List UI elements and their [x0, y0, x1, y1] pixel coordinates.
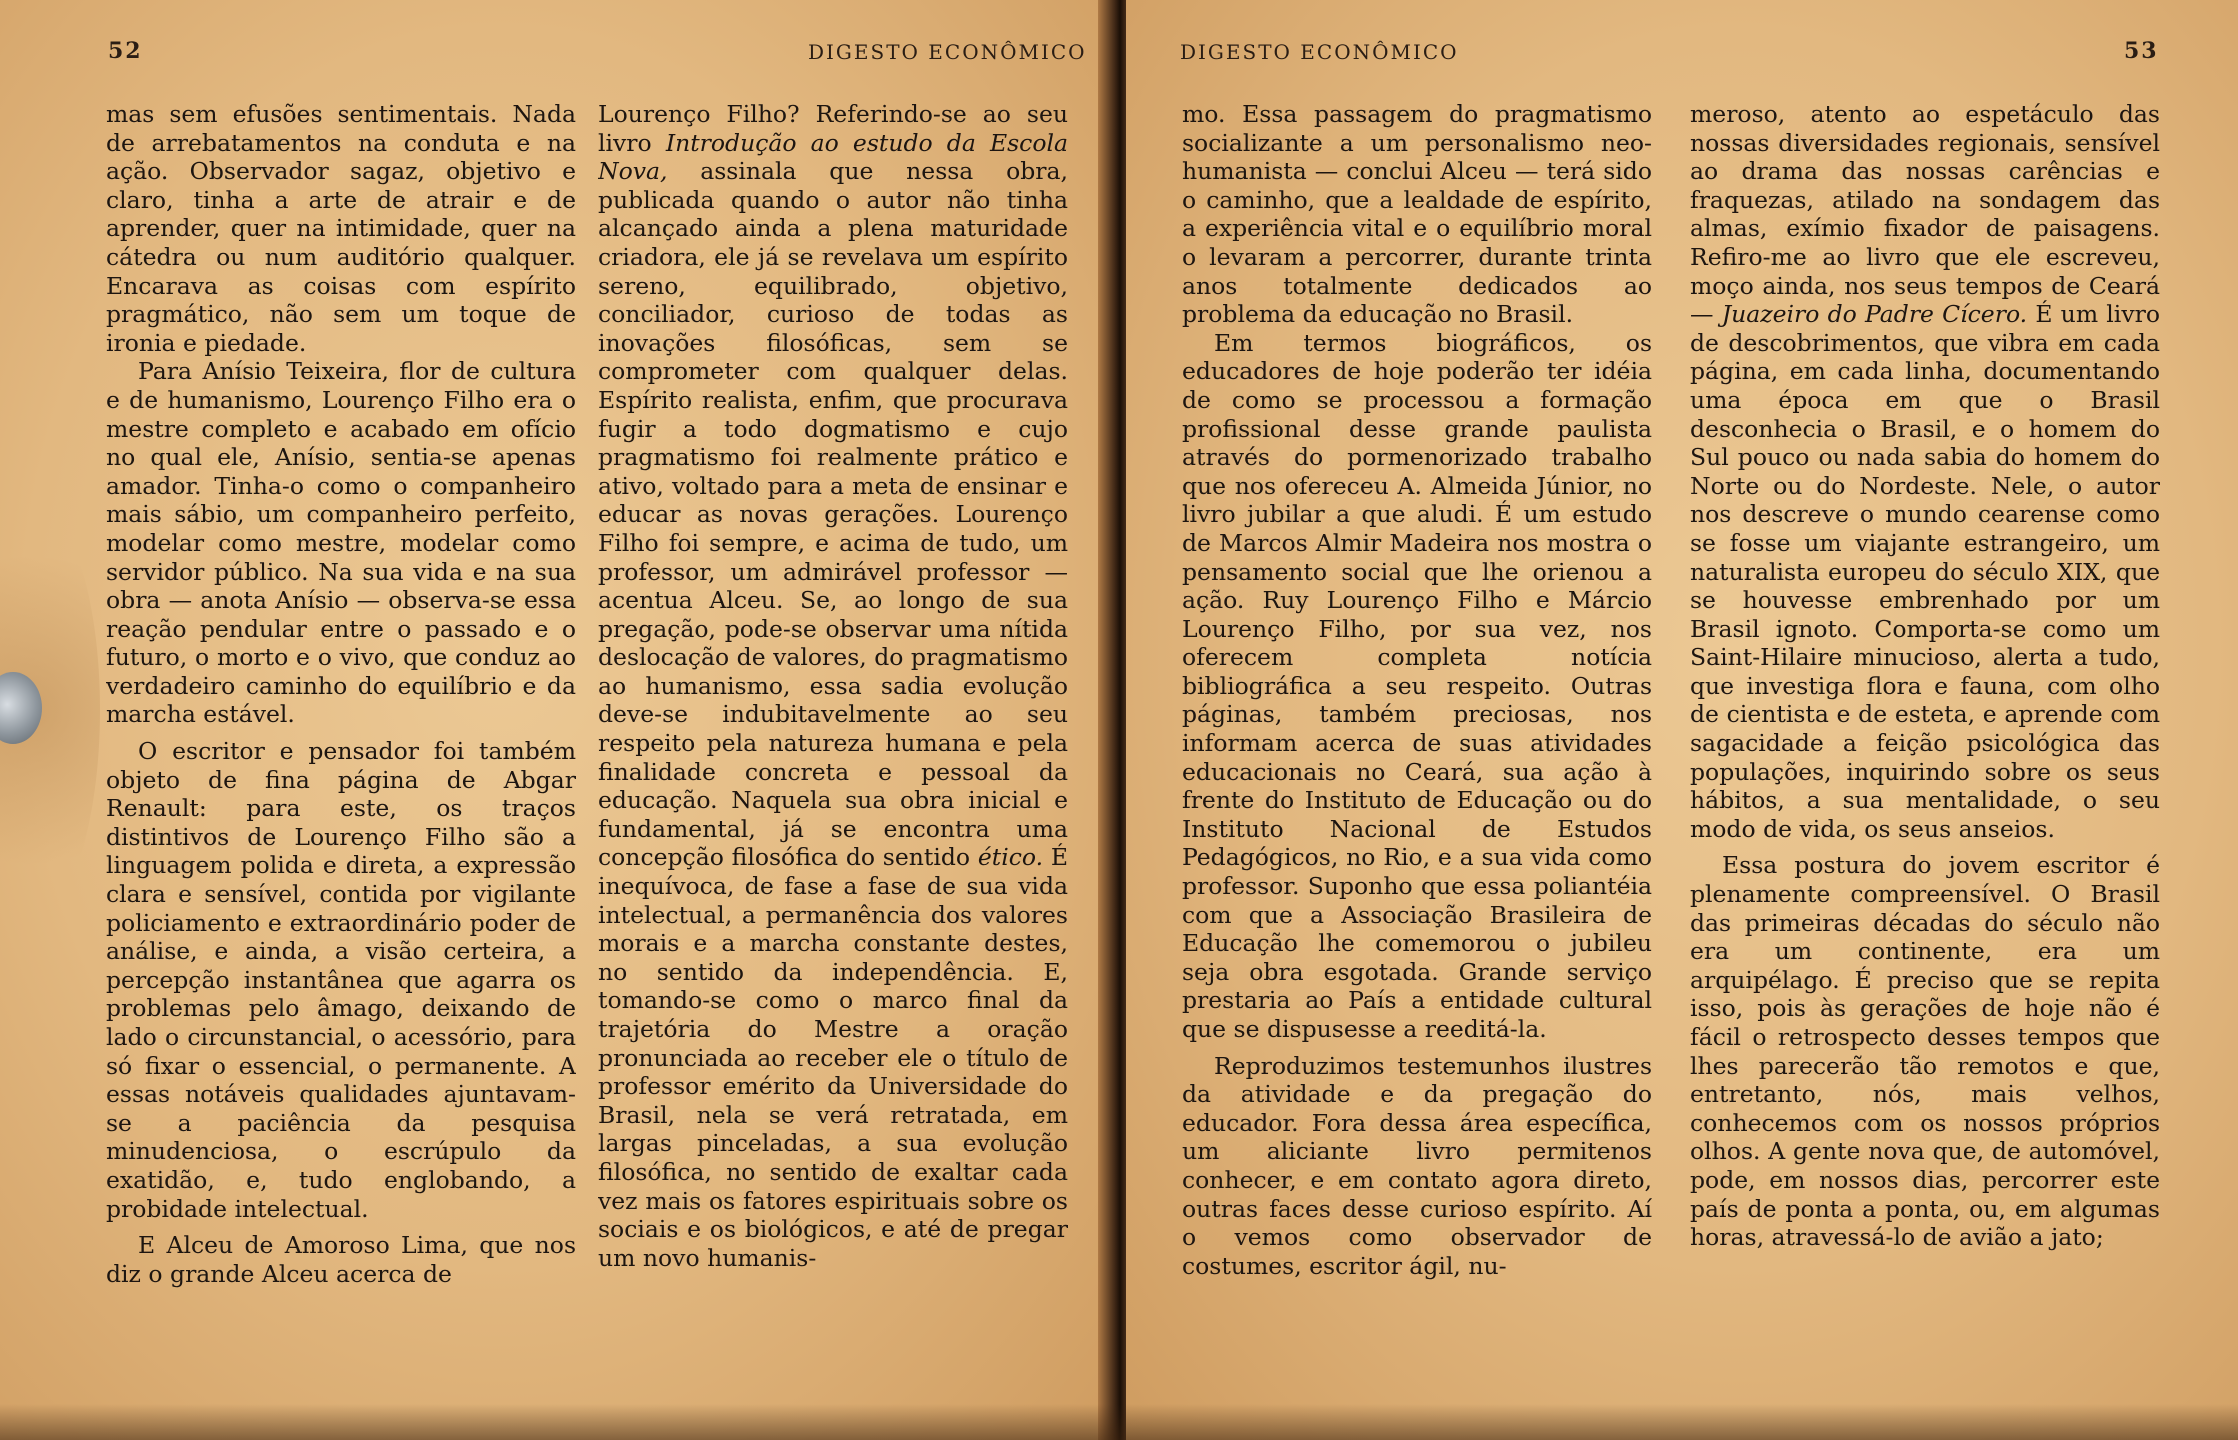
paragraph: Essa postura do jovem escritor é plenamente compreensível. O Brasil das primeiras décadas do século não era um continente, era um arquipélago. É preciso que se repita isso, pois às gerações de hoje não é fácil o retrospecto desses tempos que lhes parecerão tão remotos e que, entretanto, nós, mais velhos, conhecemos com os nossos próprios olhos. A gente nova que, de automóvel, pode, em nossos dias, percorrer este país de ponta a ponta, ou, em algumas horas, atravessá-lo de avião a jato;	[1690, 851, 2160, 1252]
page-number: 52	[108, 38, 143, 64]
paragraph: mas sem efusões sentimentais. Nada de arrebatamentos na conduta e na ação. Observador sagaz, objetivo e claro, tinha a arte de atrair e de aprender, quer na intimidade, quer na cátedra ou num auditório qualquer. Encarava as coisas com espírito pragmático, não sem um toque de ironia e piedade.	[106, 100, 576, 357]
running-head: DIGESTO ECONÔMICO	[1180, 40, 1459, 64]
left-page-header	[0, 38, 1112, 78]
paragraph: Lourenço Filho? Referindo-se ao seu livro Introdução ao estudo da Escola Nova, assinala que nessa obra, publicada quando o autor não tinha alcançado ainda a plena maturidade criadora, ele já se revelava um espírito sereno, equilibrado, objetivo, conciliador, curioso de todas as inovações filosóficas, sem se comprometer com qualquer delas. Espírito realista, enfim, que procurava fugir a todo dogmatismo e cujo pragmatismo foi realmente prático e ativo, voltado para a meta de ensinar e educar as novas gerações. Lourenço Filho foi sempre, e acima de tudo, um professor, um admirável professor — acentua Alceu. Se, ao longo de sua pregação, pode-se observar uma nítida deslocação de valores, do pragmatismo ao humanismo, essa sadia evolução deve-se indubitavelmente ao seu respeito pela natureza humana e pela finalidade concreta e pessoal da educação. Naquela sua obra inicial e fundamental, já se encontra uma concepção filosófica do sentido ético. É inequívoca, de fase a fase de sua vida intelectual, a permanência dos valores morais e a marcha constante destes, no sentido da independência. E, tomando-se como o marco final da trajetória do Mestre a oração pronunciada ao receber ele o título de professor emérito da Universidade do Brasil, nela se verá retratada, em largas pinceladas, a sua evolução filosófica, no sentido de exaltar cada vez mais os fatores espirituais sobre os sociais e os biológicos, e até de pregar um novo humanis-	[598, 100, 1068, 1272]
paragraph: Em termos biográficos, os educadores de hoje poderão ter idéia de como se processou a formação profissional desse grande paulista através do pormenorizado trabalho que nos ofereceu A. Almeida Júnior, no livro jubilar a que aludi. É um estudo de Marcos Almir Madeira nos mostra o pensamento social que lhe orienou a ação. Ruy Lourenço Filho e Márcio Lourenço Filho, por sua vez, nos oferecem completa notícia bibliográfica a seu respeito. Outras páginas, também preciosas, nos informam acerca de suas atividades educacionais no Ceará, sua ação à frente do Instituto de Educação ou do Instituto Nacional de Estudos Pedagógicos, no Rio, e a sua vida como professor. Suponho que essa poliantéia com que a Associação Brasileira de Educação lhe comemorou o jubileu seja obra esgotada. Grande serviço prestaria ao País a entidade cultural que se dispusesse a reeditá-la.	[1182, 328, 1652, 1043]
right-page-column-2	[1690, 100, 2160, 1400]
paragraph: Reproduzimos testemunhos ilustres da atividade e da pregação do educador. Fora dessa área específica, um aliciante livro permitenos conhecer, e em contato agora direto, outras faces desse curioso espírito. Aí o vemos como observador de costumes, escritor ágil, nu-	[1182, 1051, 1652, 1280]
right-page-column-1	[1182, 100, 1652, 1400]
paragraph: meroso, atento ao espetáculo das nossas diversidades regionais, sensível ao drama das nossas carências e fraquezas, atilado na sondagem das almas, exímio fixador de paisagens. Refiro-me ao livro que ele escreveu, moço ainda, nos seus tempos de Ceará — Juazeiro do Padre Cícero. É um livro de descobrimentos, que vibra em cada página, em cada linha, documentando uma época em que o Brasil desconhecia o Brasil, e o homem do Sul pouco ou nada sabia do homem do Norte ou do Nordeste. Nele, o autor nos descreve o mundo cearense como se fosse um viajante estrangeiro, um naturalista europeu do século XIX, que se houvesse embrenhado por um Brasil ignoto. Comporta-se como um Saint-Hilaire minucioso, alerta a tudo, que investiga flora e fauna, com olho de cientista e de esteta, e aprende com sagacidade a feição psicológica das populações, inquirindo sobre os seus hábitos, a sua mentalidade, o seu modo de vida, os seus anseios.	[1690, 100, 2160, 843]
paragraph: E Alceu de Amoroso Lima, que nos diz o grande Alceu acerca de	[106, 1231, 576, 1288]
paragraph: mo. Essa passagem do pragmatismo socializante a um personalismo neo-humanista — conclui Alceu — terá sido o caminho, que a lealdade de espírito, a experiência vital e o equilíbrio moral o levaram a percorrer, durante trinta anos totalmente dedicados ao problema da educação no Brasil.	[1182, 100, 1652, 329]
left-page	[0, 0, 1112, 1440]
paragraph: Para Anísio Teixeira, flor de cultura e de humanismo, Lourenço Filho era o mestre completo e acabado em ofício no qual ele, Anísio, sentia-se apenas amador. Tinha-o como o companheiro mais sábio, um companheiro perfeito, modelar como mestre, modelar como servidor público. Na sua vida e na sua obra — anota Anísio — observa-se essa reação pendular entre o passado e o futuro, o morto e o vivo, que conduz ao verdadeiro caminho do equilíbrio e da marcha estável.	[106, 357, 576, 729]
left-page-column-2	[598, 100, 1068, 1400]
bottom-edge-shadow	[0, 1404, 2238, 1440]
paragraph: O escritor e pensador foi também objeto de fina página de Abgar Renault: para este, os traços distintivos de Lourenço Filho são a linguagem polida e direta, a expressão clara e sensível, contida por vigilante policiamento e extraordinário poder de análise, e ainda, a visão certeira, a percepção instantânea que agarra os problemas pelo âmago, deixando de lado o circunstancial, o acessório, para só fixar o essencial, o permanente. A essas notáveis qualidades ajuntavam-se a paciência da pesquisa minudenciosa, o escrúpulo da exatidão, e, tudo englobando, a probidade intelectual.	[106, 737, 576, 1223]
book-title: Introdução ao estudo da Escola Nova,	[598, 128, 1068, 186]
left-page-column-1	[106, 100, 576, 1400]
right-page-header	[1126, 38, 2238, 78]
book-title: Juazeiro do Padre Cícero.	[1721, 300, 2028, 329]
emphasis: ético.	[977, 843, 1044, 872]
running-head: DIGESTO ECONÔMICO	[808, 40, 1087, 64]
right-page	[1126, 0, 2238, 1440]
page-number: 53	[2124, 38, 2159, 64]
